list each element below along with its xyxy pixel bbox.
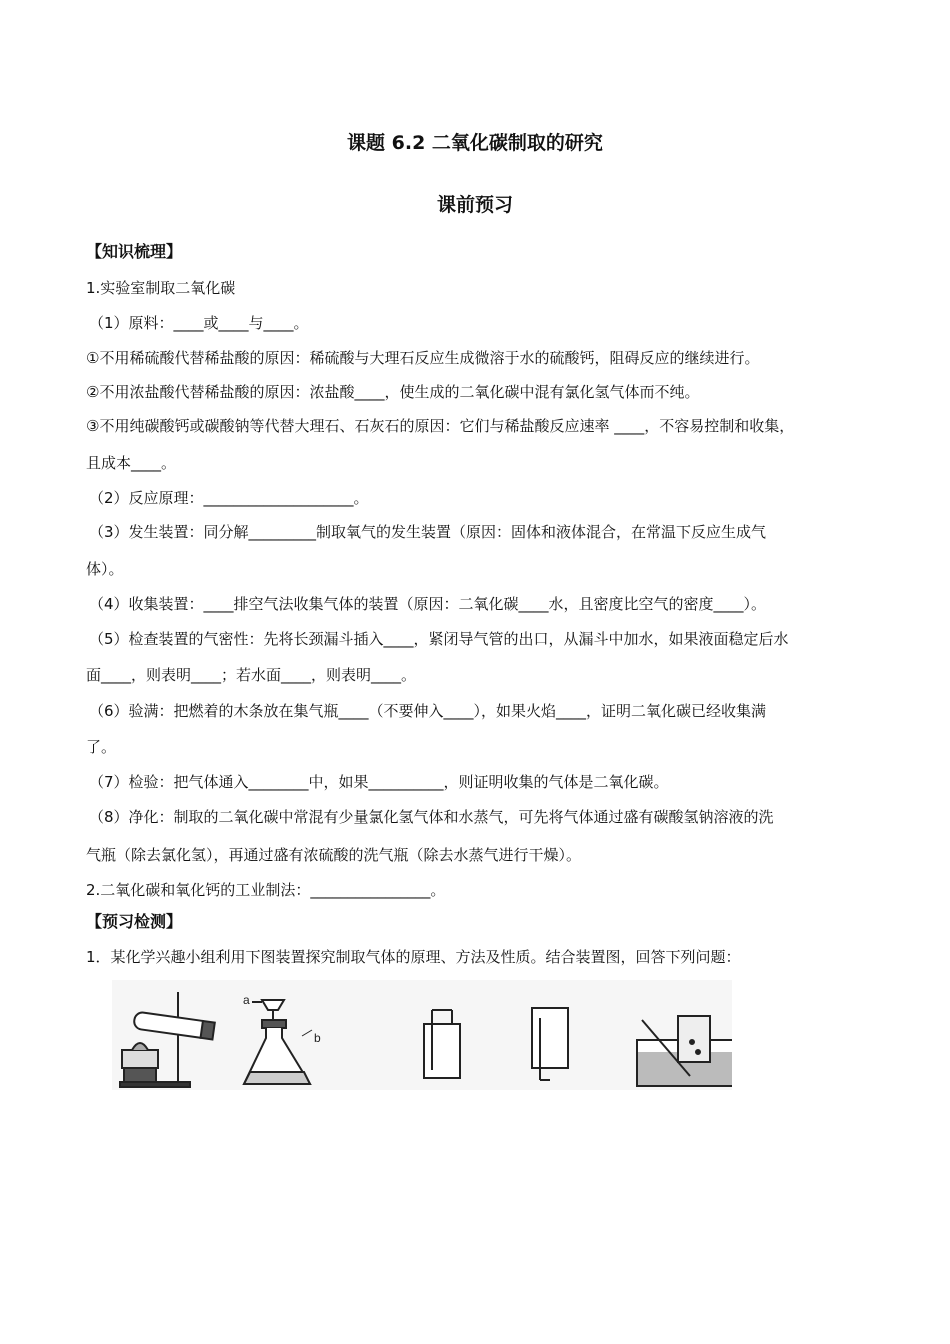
text-line: 且成本____。	[86, 454, 177, 472]
text-line: （8）净化：制取的二氧化碳中常混有少量氯化氢气体和水蒸气，可先将气体通过盛有碳酸氢钠溶液的洗	[89, 808, 774, 826]
text-line: （5）检查装置的气密性：先将长颈漏斗插入____，紧闭导气管的出口，从漏斗中加水，如果液面稳定后水	[89, 630, 789, 648]
text-line: ①不用稀硫酸代替稀盐酸的原因：稀硫酸与大理石反应生成微溶于水的硫酸钙，阻碍反应的继续进行。	[86, 349, 760, 367]
text-line: 1.实验室制取二氧化碳	[86, 279, 236, 297]
text-line: 体）。	[86, 560, 124, 578]
text-line: （6）验满：把燃着的木条放在集气瓶____（不要伸入____），如果火焰____，证明二氧化碳已经收集满	[89, 702, 767, 720]
text-line: 了。	[86, 738, 117, 756]
apparatus-figure	[112, 980, 732, 1090]
text-line: （2）反应原理：____________________。	[89, 489, 369, 507]
text-line: （3）发生装置：同分解_________制取氧气的发生装置（原因：固体和液体混合，在常温下反应生成气	[89, 523, 767, 541]
text-line: （4）收集装置：____排空气法收集气体的装置（原因：二氧化碳____水，且密度比空气的密度____）。	[89, 595, 767, 613]
check-heading: 【预习检测】	[86, 912, 183, 931]
text-line: （7）检验：把气体通入________中，如果__________，则证明收集的气体是二氧化碳。	[89, 773, 669, 791]
text-line: 2.二氧化碳和氧化钙的工业制法：________________。	[86, 881, 446, 899]
text-line: 面____，则表明____；若水面____，则表明____。	[86, 666, 417, 684]
text-line: 气瓶（除去氯化氢），再通过盛有浓硫酸的洗气瓶（除去水蒸气进行干燥）。	[86, 846, 582, 864]
label-a: a	[243, 993, 250, 1007]
label-b: b	[314, 1031, 321, 1045]
text-line: （1）原料：____或____与____。	[89, 314, 309, 332]
text-line: ③不用纯碳酸钙或碳酸钠等代替大理石、石灰石的原因：它们与稀盐酸反应速率 ____，不容易控制和收集，	[86, 417, 795, 435]
text-line: ②不用浓盐酸代替稀盐酸的原因：浓盐酸____，使生成的二氧化碳中混有氯化氢气体而不纯。	[86, 383, 700, 401]
page-title: 课题 6.2 二氧化碳制取的研究	[347, 132, 603, 154]
section-title: 课前预习	[436, 194, 513, 216]
knowledge-heading: 【知识梳理】	[86, 242, 183, 261]
question-1: 1．某化学兴趣小组利用下图装置探究制取气体的原理、方法及性质。结合装置图，回答下列问题：	[86, 948, 741, 966]
